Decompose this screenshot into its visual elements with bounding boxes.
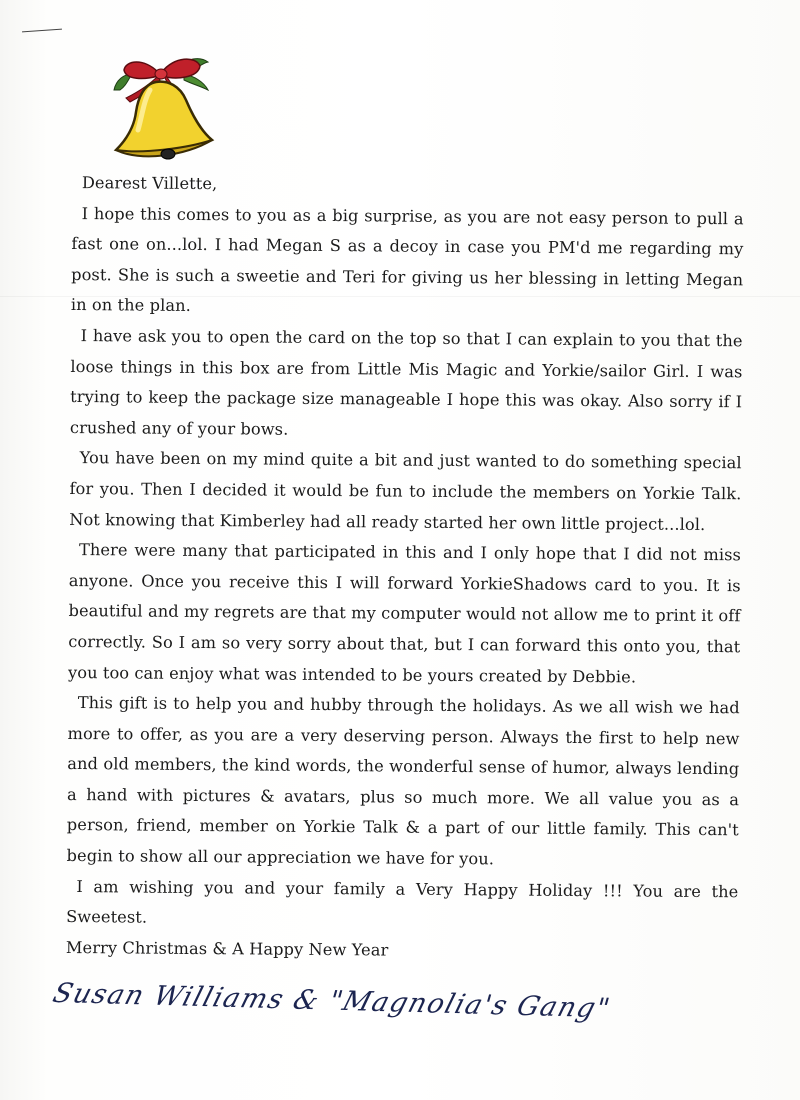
letter-body bbox=[66, 168, 744, 969]
christmas-bell-icon bbox=[104, 50, 224, 168]
handwritten-signature: Susan Williams & "Magnolia's Gang" bbox=[49, 978, 615, 1025]
paragraph: This gift is to help you and hubby through the holidays. As we all wish we had more to offer, as you are a very deserving person. Always the first to help new and old members, the kind words, the wonderful sense of humor, always lending a hand with pictures & avatars, plus so much more. We all value you as a person, friend, member on Yorkie Talk & a part of our little family. This can't begin to show all our appreciation we have for you. bbox=[66, 693, 740, 869]
paragraph: I hope this comes to you as a big surprise, as you are not easy person to pull a fast one on...lol. I had Megan S as a decoy in case you PM'd me regarding my post. She is such a sweetie and Teri for giving us her blessing in letting Megan in on the plan. bbox=[70, 203, 744, 316]
paragraph: There were many that participated in this and I only hope that I did not miss anyone. Once you receive this I will forward YorkieShadows card to you. It is beautiful and my regrets are that my computer would not allow me to print it off correctly. So I am so very sorry about that, but I can forward this onto you, that you too can enjoy what was intended to be yours created by Debbie. bbox=[67, 540, 742, 686]
greeting: Dearest Villette, bbox=[81, 173, 218, 194]
closing: Merry Christmas & A Happy New Year bbox=[65, 937, 389, 960]
paragraph: You have been on my mind quite a bit and just wanted to do something special for you. Then I decided it would be fun to include the members on Yorkie Talk. Not knowing that Kimberley had all ready started her own little project...lol. bbox=[69, 448, 742, 534]
paragraph: I have ask you to open the card on the top so that I can explain to you that the loose things in this box are from Little Mis Magic and Yorkie/sailor Girl. I was trying to keep the package size manageable I hope this was okay. Also sorry if I crushed any of your bows. bbox=[69, 326, 743, 439]
paragraph: I am wishing you and your family a Very Happy Holiday !!! You are the Sweetest. bbox=[66, 876, 739, 927]
scan-mark bbox=[22, 29, 62, 33]
